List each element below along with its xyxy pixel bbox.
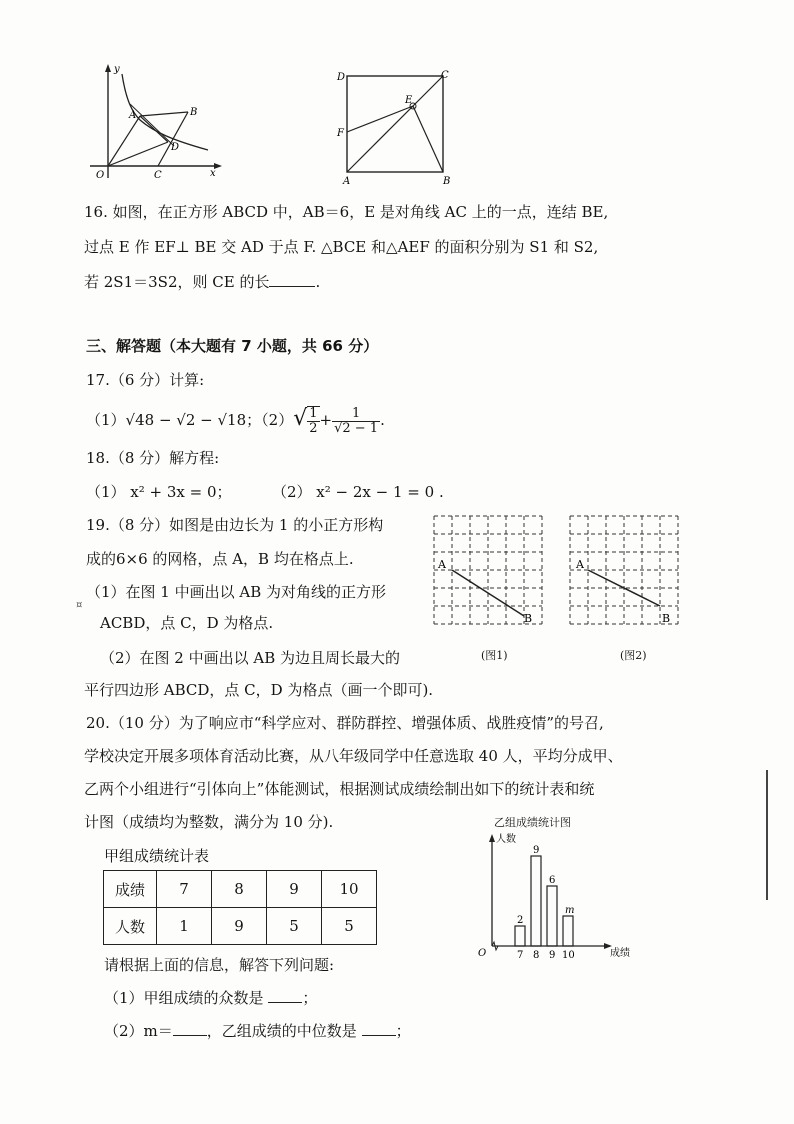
bar-value-label-10: m [565, 905, 575, 916]
q20-line3: 乙两个小组进行“引体向上”体能测试，根据测试成绩绘制出如下的统计表和统 [84, 780, 595, 798]
score-table [103, 870, 377, 945]
fig1-label-d: D [171, 142, 180, 153]
q20-sub2 [104, 1021, 411, 1041]
scan-edge-mark [766, 770, 768, 900]
q17-frac1-den: 2 [309, 421, 318, 436]
bar-10 [563, 916, 573, 946]
table-row [104, 908, 377, 945]
table-cell: 10 [322, 871, 377, 908]
q17-p1-label: （1） [86, 411, 126, 429]
x-tick-label-8: 8 [533, 950, 540, 961]
q20-sub2-a: （2）m＝ [104, 1022, 173, 1040]
q16-answer-blank[interactable] [269, 272, 315, 287]
q17-plus: + [319, 411, 333, 429]
figure-square-diagram [335, 66, 460, 186]
q17-frac2 [332, 407, 380, 436]
q20-line2: 学校决定开展多项体育活动比赛，从八年级同学中任意选取 40 人，平均分成甲、 [84, 747, 623, 765]
x-tick-label-9: 9 [549, 950, 556, 961]
q20-sub1-end: ； [302, 989, 318, 1007]
q16-line3 [84, 272, 320, 292]
q18-p1: （1） x² + 3x = 0； [86, 483, 232, 501]
q16-line2: 过点 E 作 EF⊥ BE 交 AD 于点 F. △BCE 和△AEF 的面积分别为 S1 和 S2, [84, 238, 599, 256]
chart-ylabel: 人数 [496, 834, 516, 845]
q19-line4: ACBD，点 C，D 为格点. [100, 614, 274, 632]
q20-sub2-blank-median[interactable] [362, 1021, 396, 1036]
fig2-label-a: A [343, 176, 351, 187]
chart-title: 乙组成绩统计图 [494, 816, 571, 829]
table-cell: 9 [267, 871, 322, 908]
table-cell: 5 [322, 908, 377, 945]
grid2-label-b: B [662, 612, 671, 625]
q17-title: 17.（6 分）计算: [86, 371, 205, 389]
grid1-label-b: B [524, 612, 533, 625]
q20-line4: 计图（成绩均为整数，满分为 10 分). [84, 813, 334, 831]
q20-sub1-text: （1）甲组成绩的众数是 [104, 989, 264, 1007]
q20-sub2-blank-m[interactable] [173, 1021, 207, 1036]
grid-figure-2 [568, 514, 680, 630]
sqrt-sign: √ [293, 406, 308, 431]
q19-line2: 成的6×6 的网格，点 A，B 均在格点上. [86, 550, 354, 568]
q17-parts [86, 402, 385, 436]
q17-frac2-num: 1 [332, 407, 380, 422]
grid2-caption: (图2) [620, 649, 647, 662]
q17-frac1-num: 1 [309, 406, 318, 421]
fig2-label-e: E [405, 95, 413, 106]
q19-line5: （2）在图 2 中画出以 AB 为边且周长最大的 [100, 649, 401, 667]
table-row [104, 871, 377, 908]
q19-line1: 19.（8 分）如图是由边长为 1 的小正方形构 [86, 516, 384, 534]
q17-frac2-den: √2 − 1 [334, 420, 379, 436]
q18-title: 18.（8 分）解方程: [86, 449, 220, 467]
fig2-label-f: F [337, 128, 344, 139]
table-cell: 7 [157, 871, 212, 908]
q20-sub2-b: ，乙组成绩的中位数是 [206, 1022, 357, 1040]
chart-origin: O [478, 948, 487, 959]
fig1-label-o: O [96, 170, 105, 181]
bar-7 [515, 926, 525, 946]
fig1-label-y: y [114, 64, 120, 75]
q17-frac1 [307, 406, 319, 436]
grid-figure-1 [432, 514, 544, 630]
grid1-label-a: A [438, 558, 446, 571]
table-cell: 成绩 [104, 871, 157, 908]
grid1-caption: (图1) [481, 649, 508, 662]
q19-line3: （1）在图 1 中画出以 AB 为对角线的正方形 [86, 583, 387, 601]
q17-p1-expr: √48 − √2 − √18 [125, 411, 247, 429]
q16-line3-text: 若 2S1＝3S2，则 CE 的长 [84, 273, 270, 291]
q18-p2: （2） x² − 2x − 1 = 0 . [272, 483, 444, 501]
q20-sub2-end: ； [395, 1022, 411, 1040]
bar-chart [474, 830, 644, 962]
q16-line3-end: . [315, 273, 321, 291]
q17-p1-sep: ；（2） [246, 411, 294, 429]
bar-9 [547, 886, 557, 946]
chart-xlabel: 成绩 [610, 948, 630, 959]
fig2-label-b: B [443, 176, 451, 187]
q20-sub1-blank[interactable] [268, 988, 302, 1003]
x-tick-label-7: 7 [517, 950, 524, 961]
q20-line1: 20.（10 分）为了响应市“科学应对、群防群控、增强体质、战胜疫情”的号召, [86, 714, 604, 732]
q17-p2-end: . [380, 411, 385, 429]
fig1-label-a: A [129, 110, 137, 121]
table-cell: 8 [212, 871, 267, 908]
fig2-label-d: D [337, 72, 346, 83]
section3-title: 三、解答题（本大题有 7 小题，共 66 分） [86, 337, 379, 355]
fig2-label-c: C [441, 70, 449, 81]
table-title: 甲组成绩统计表 [104, 847, 210, 865]
q20-prompt: 请根据上面的信息，解答下列问题: [104, 956, 335, 974]
table-cell: 5 [267, 908, 322, 945]
table-cell: 1 [157, 908, 212, 945]
grid2-label-a: A [576, 558, 584, 571]
bar-8 [531, 856, 541, 946]
table-cell: 9 [212, 908, 267, 945]
figure-coordinate-diagram [80, 60, 230, 190]
fig1-label-x: x [210, 168, 216, 179]
bar-value-label-7: 2 [517, 915, 524, 926]
bar-value-label-8: 9 [533, 845, 540, 856]
q19-margin-mark: ¤ [76, 600, 83, 611]
q19-line6: 平行四边形 ABCD，点 C，D 为格点（画一个即可). [84, 681, 434, 699]
q16-line1: 16. 如图，在正方形 ABCD 中，AB＝6，E 是对角线 AC 上的一点，连结 BE, [84, 203, 609, 221]
table-cell: 人数 [104, 908, 157, 945]
q20-sub1 [104, 988, 317, 1008]
bar-value-label-9: 6 [549, 875, 556, 886]
fig1-label-b: B [190, 107, 198, 118]
x-tick-label-10: 10 [562, 950, 575, 961]
fig1-label-c: C [154, 170, 162, 181]
